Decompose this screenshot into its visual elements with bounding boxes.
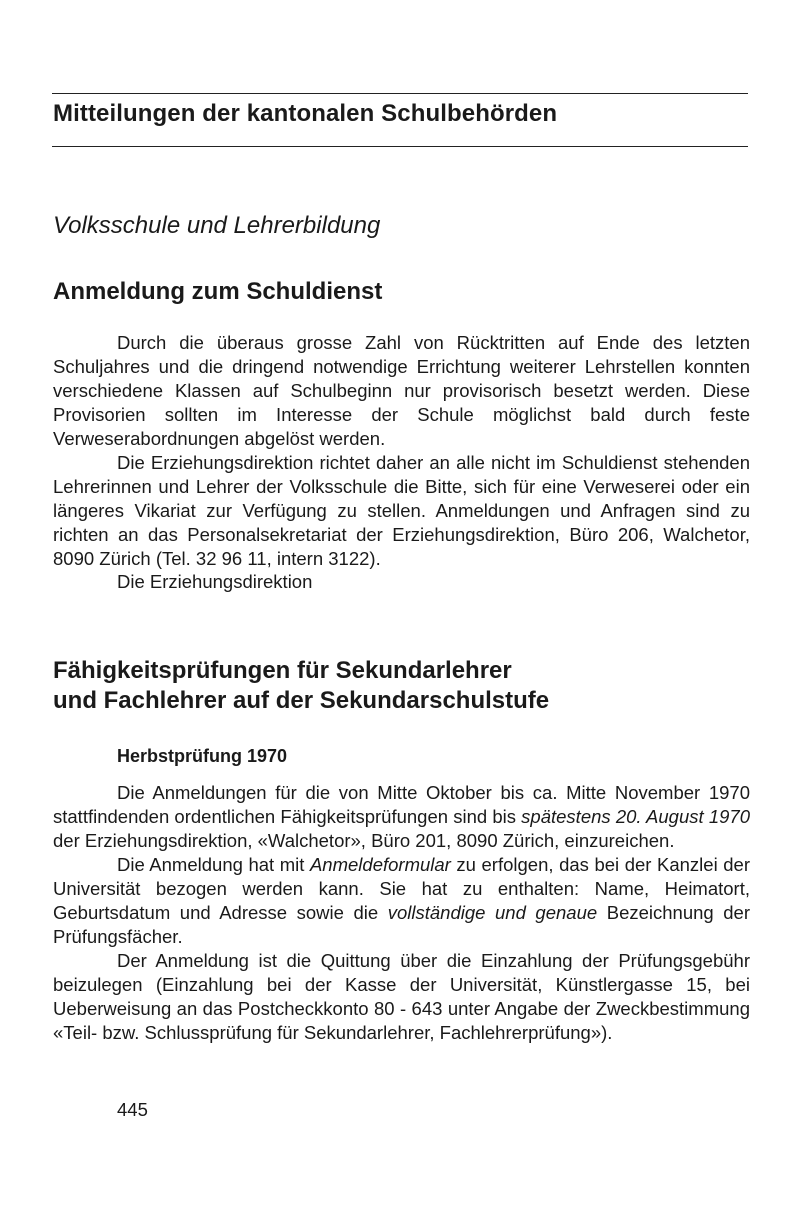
section-title: Volksschule und Lehrerbildung	[53, 212, 381, 239]
header-bottom-rule	[52, 146, 748, 147]
article1-signature: Die Erziehungsdirektion	[117, 571, 313, 592]
text-run: Die Anmeldungen für die von Mitte Oktober bis ca. Mitte November 1970 stattfindenden ordentlichen Fähigkeitsprüfungen sind bis	[53, 782, 750, 827]
text-run: zu erfolgen, das bei der Kanzlei der Universität bezogen werden kann. Sie hat zu enthalten: Name, Heimatort, Geburtsdatum und Adresse sowie die	[53, 854, 750, 923]
article1-paragraph-2: Die Erziehungsdirektion richtet daher an alle nicht im Schuldienst stehenden Lehrerinnen und Lehrer der Volksschule die Bitte, sich für eine Verweserei oder ein längeres Vikariat zur Verfügung zu stellen. Anmeldungen und Anfragen sind zu richten an das Personalsekretariat der Erziehungsdirektion, Büro 206, Walchetor, 8090 Zürich (Tel. 32 96 11, intern 3122).	[53, 452, 750, 569]
article1-body	[53, 331, 750, 571]
article2-title	[53, 656, 549, 716]
emphasis: vollständige und genaue	[387, 902, 598, 923]
text-run: Bezeichnung der Prüfungsfächer.	[53, 902, 751, 947]
emphasis: spätestens 20. August 1970	[521, 806, 750, 827]
emphasis: Anmeldeformular	[309, 854, 451, 875]
header-title: Mitteilungen der kantonalen Schulbehörden	[53, 100, 558, 127]
article2-body	[53, 781, 750, 1045]
article1-paragraph-1: Durch die überaus grosse Zahl von Rücktritten auf Ende des letzten Schuljahres und die dringend notwendige Errichtung weiterer Lehrstellen konnten verschiedene Klassen auf Schulbeginn nur provisorisch besetzt werden. Diese Provisorien sollten im Interesse der Schule möglichst bald durch feste Verweserabordnungen abgelöst werden.	[53, 332, 750, 449]
text-run: Die Anmeldung hat mit	[117, 854, 310, 875]
article2-title-line2: und Fachlehrer auf der Sekundarschulstufe	[53, 687, 550, 714]
header-top-rule	[52, 93, 748, 94]
text-run: der Erziehungsdirektion, «Walchetor», Büro 201, 8090 Zürich, einzureichen.	[53, 830, 675, 851]
page-number: 445	[117, 1099, 148, 1120]
article1-title: Anmeldung zum Schuldienst	[53, 278, 383, 305]
article2-subtitle: Herbstprüfung 1970	[117, 746, 288, 766]
article2-paragraph-2	[53, 853, 750, 949]
article2-paragraph-1	[53, 781, 750, 853]
article2-paragraph-3: Der Anmeldung ist die Quittung über die Einzahlung der Prüfungsgebühr beizulegen (Einzahlung bei der Kasse der Universität, Künstlergasse 15, bei Ueberweisung an das Postcheckkonto 80 - 643 unter Angabe der Zweckbestimmung «Teil- bzw. Schlussprüfung für Sekundarlehrer, Fachlehrerprüfung»).	[53, 950, 750, 1043]
article2-title-line1: Fähigkeitsprüfungen für Sekundarlehrer	[53, 657, 512, 684]
